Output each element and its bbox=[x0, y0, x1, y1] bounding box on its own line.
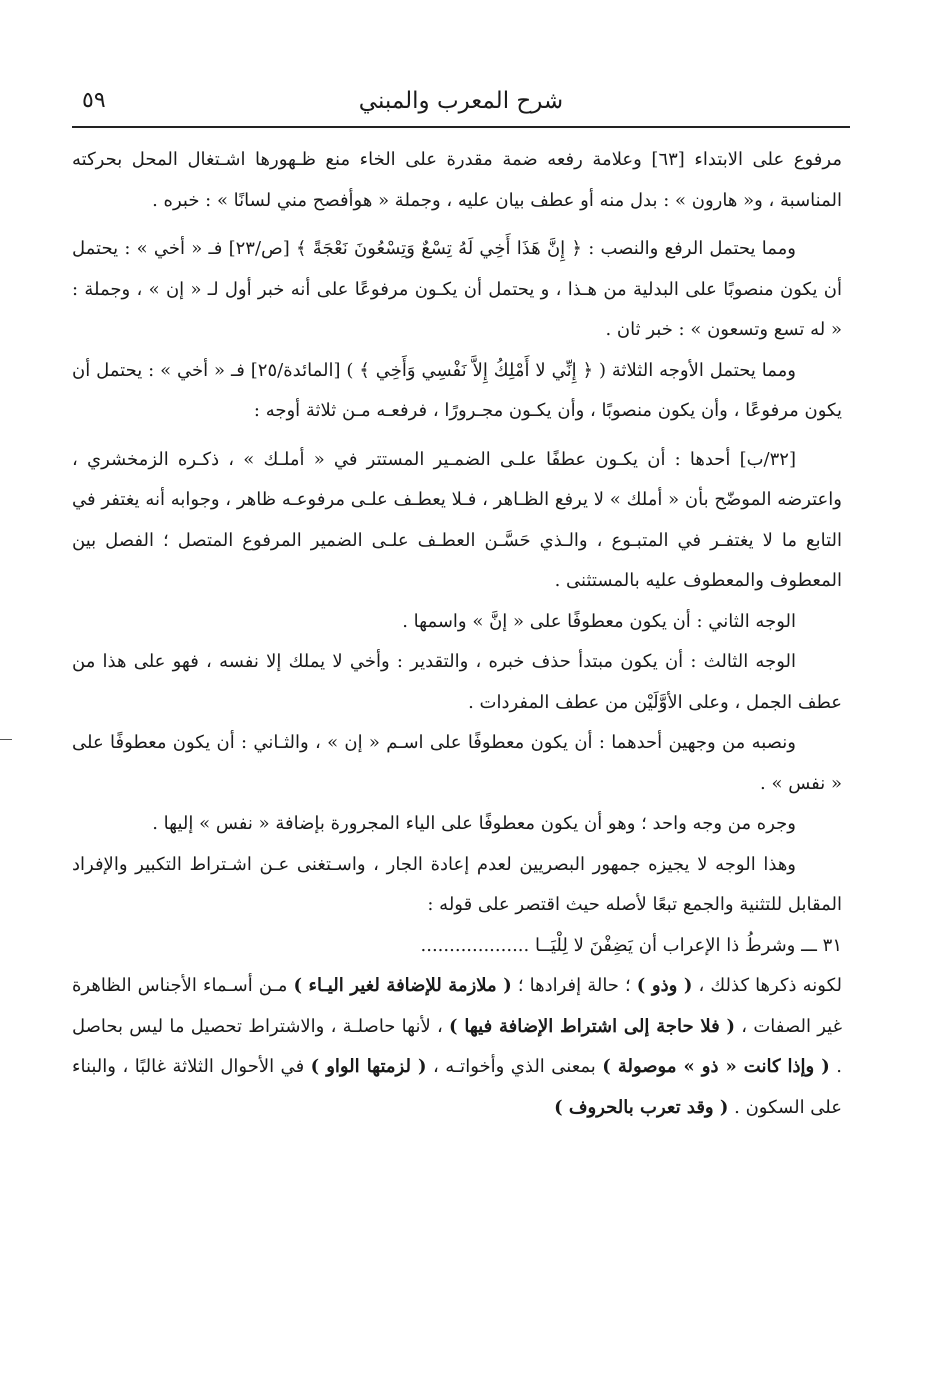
commentary-text: في الأحوال الثلاثة غالبًا ، والبناء على السكون . bbox=[72, 1056, 842, 1118]
commentary-text: ، لأنها حاصلـة ، والاشتراط تحصيل ما ليس بحاصل . bbox=[72, 1015, 842, 1077]
header-rule bbox=[72, 126, 850, 128]
margin-mark bbox=[0, 739, 12, 740]
body-text bbox=[72, 140, 842, 1128]
matn-quote: ( وإذا كانت « ذو » موصولة ) bbox=[602, 1056, 830, 1077]
paragraph: ومما يحتمل الأوجه الثلاثة ( ﴿ إِنِّي لا أَمْلِكُ إِلاَّ نَفْسِي وَأَخِي ﴾ ) [المائدة/٢٥] فـ « أخي » : يحتمل أن يكون مرفوعًا ، وأن يكون منصوبًا ، وأن يكـون مجـرورًا ، فرفعـه مـن ثلاثة أوجه : bbox=[72, 359, 842, 421]
page-header bbox=[72, 82, 850, 126]
paragraph: ونصبه من وجهين أحدهما : أن يكون معطوفًا على اسـم « إن » ، والثـاني : أن يكون معطوفًا على « نفس » . bbox=[72, 732, 842, 794]
paragraph: مرفوع على الابتداء [٦٣] وعلامة رفعه ضمة مقدرة على الخاء منع ظـهورها اشـتغال المحل بحركته المناسبة ، و« هارون » : بدل منه أو عطف بيان عليه ، وجملة « هوأفصح مني لسانًا » : خبره . bbox=[72, 149, 842, 211]
commentary-text: مـن أسـماء الأجناس الظاهرة غير الصفات ، bbox=[72, 975, 842, 1037]
paragraph: ومما يحتمل الرفع والنصب : ﴿ إِنَّ هَذَا أَخِي لَهُ تِسْعٌ وَتِسْعُونَ نَعْجَةً ﴾ [ص/٢٣] فـ « أخي » : يحتمل أن يكون منصوبًا على البدلية من هـذا ، و يحتمل أن يكـون مرفوعًا على أنه خبر أول لـ « إن » ، وجملة : « له تسع وتسعون » : خبر ثان . bbox=[72, 238, 842, 340]
paragraph: [٣٢/ب] أحدها : أن يكـون عطفًا علـى الضمـير المستتر في « أملـك » ، ذكـره الزمخشري ، واعترضه الموضّح بأن « أملك » لا يرفع الظـاهر ، فـلا يعطـف علـى مرفوعـه ظاهر ، وجوابه أنه يغتفر في التابع ما لا يغتفـر في المتبـوع ، والـذي حَسَّـن العطـف علـى الضمير المرفوع المتصل ؛ الفصل بين المعطوف والمعطوف عليه بالمستثنى . bbox=[72, 448, 842, 591]
running-title: شرح المعرب والمبني bbox=[358, 88, 564, 114]
matn-quote: ( وذو ) bbox=[636, 975, 693, 996]
paragraph: الوجه الثاني : أن يكون معطوفًا على « إنَّ » واسمها . bbox=[402, 610, 796, 632]
matn-quote: ( لزمتها الواو ) bbox=[310, 1056, 427, 1077]
commentary-paragraph bbox=[72, 966, 842, 1128]
verse-line bbox=[72, 926, 842, 967]
matn-quote: ( ملازمة للإضافة لغير اليـاء ) bbox=[293, 975, 512, 996]
verse-dots: ................... bbox=[420, 934, 530, 956]
commentary-text: لكونه ذكرها كذلك ، bbox=[692, 975, 843, 996]
paragraph: الوجه الثالث : أن يكون مبتدأ حذف خبره ، والتقدير : وأخي لا يملك إلا نفسه ، فهو على هذا من عطف الجمل ، وعلى الأوَّلَيْن من عطف المفردات . bbox=[72, 651, 842, 713]
matn-quote: ( فلا حاجة إلى اشتراط الإضافة فيها ) bbox=[449, 1015, 736, 1037]
page-number: ٥٩ bbox=[82, 88, 106, 113]
paragraph: وجره من وجه واحد ؛ وهو أن يكون معطوفًا على الياء المجرورة بإضافة « نفس » إليها . bbox=[152, 813, 796, 834]
commentary-text: ؛ حالة إفرادها ؛ bbox=[511, 975, 637, 996]
paragraph: وهذا الوجه لا يجيزه جمهور البصريين لعدم إعادة الجار ، واسـتغنى عـن اشـتراط التكبير والإفراد المقابل للتثنية والجمع تبعًا لأصله حيث اقتصر على قوله : bbox=[72, 853, 842, 915]
verse-text: وشرطُ ذا الإعراب أن يَضِفْنَ لا لِلْيَــا bbox=[534, 934, 796, 956]
commentary-text: بمعنى الذي وأخواتـه ، bbox=[426, 1056, 603, 1077]
verse-number: ٣١ ـــ bbox=[801, 934, 842, 956]
matn-quote: ( وقد تعرب بالحروف ) bbox=[554, 1096, 729, 1118]
